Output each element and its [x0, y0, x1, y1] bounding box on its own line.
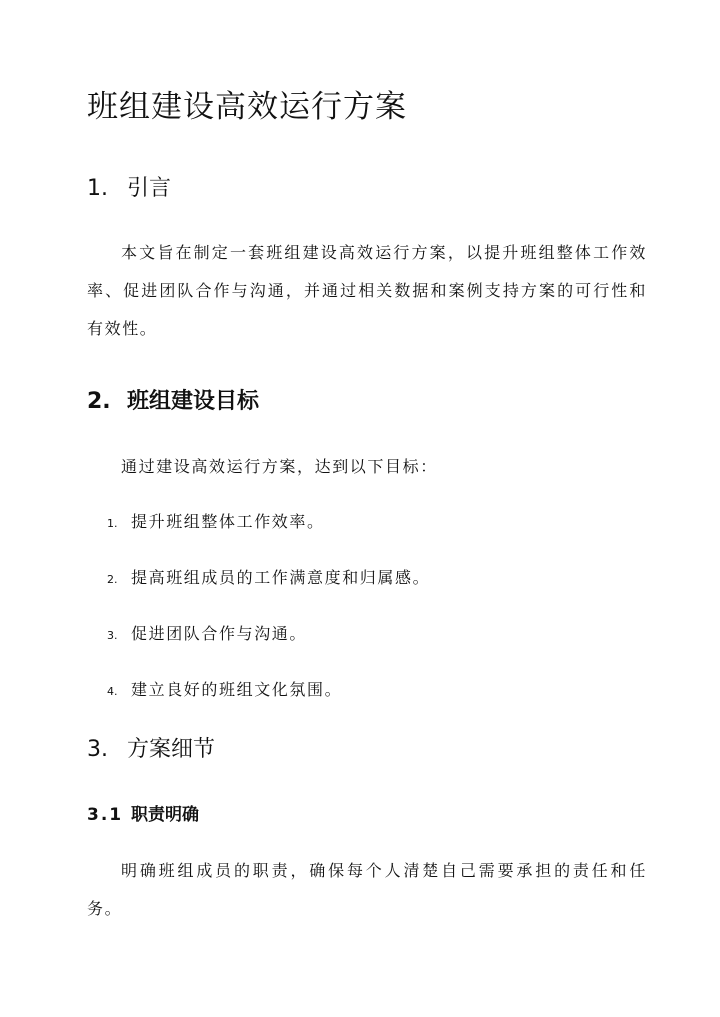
- section-heading-1: [87, 174, 171, 204]
- document-title: 班组建设高效运行方案: [87, 89, 407, 125]
- section-2-paragraph: 通过建设高效运行方案，达到以下目标：: [121, 457, 438, 476]
- section-1-paragraph: 本文旨在制定一套班组建设高效运行方案，以提升班组整体工作效率、促进团队合作与沟通，并通过相关数据和案例支持方案的可行性和有效性。: [87, 243, 647, 338]
- list-marker: 3.: [107, 629, 118, 642]
- section-number-2: 2.: [87, 389, 111, 414]
- section-title-3: 方案细节: [127, 737, 216, 762]
- list-item-text: 提升班组整体工作效率。: [131, 512, 325, 531]
- list-item: [107, 565, 430, 593]
- section-heading-3: [87, 735, 215, 765]
- list-item: [107, 509, 325, 537]
- subsection-heading-3-1: [87, 802, 199, 828]
- list-item: [107, 621, 307, 649]
- subsection-number: 3.1: [87, 805, 124, 825]
- list-marker: 1.: [107, 517, 118, 530]
- section-title-1: 引言: [127, 176, 172, 201]
- list-item-text: 提高班组成员的工作满意度和归属感。: [131, 568, 431, 587]
- subsection-3-1-paragraph: 明确班组成员的职责，确保每个人清楚自己需要承担的责任和任务。: [87, 861, 647, 918]
- section-title-2: 班组建设目标: [127, 389, 260, 414]
- section-heading-2: [87, 387, 259, 417]
- list-item-text: 建立良好的班组文化氛围。: [131, 680, 343, 699]
- section-number-1: 1.: [87, 176, 108, 201]
- list-marker: 4.: [107, 685, 118, 698]
- list-marker: 2.: [107, 573, 118, 586]
- subsection-title: 职责明确: [131, 805, 199, 825]
- section-number-3: 3.: [87, 737, 108, 762]
- list-item: [107, 677, 342, 705]
- list-item-text: 促进团队合作与沟通。: [131, 624, 308, 643]
